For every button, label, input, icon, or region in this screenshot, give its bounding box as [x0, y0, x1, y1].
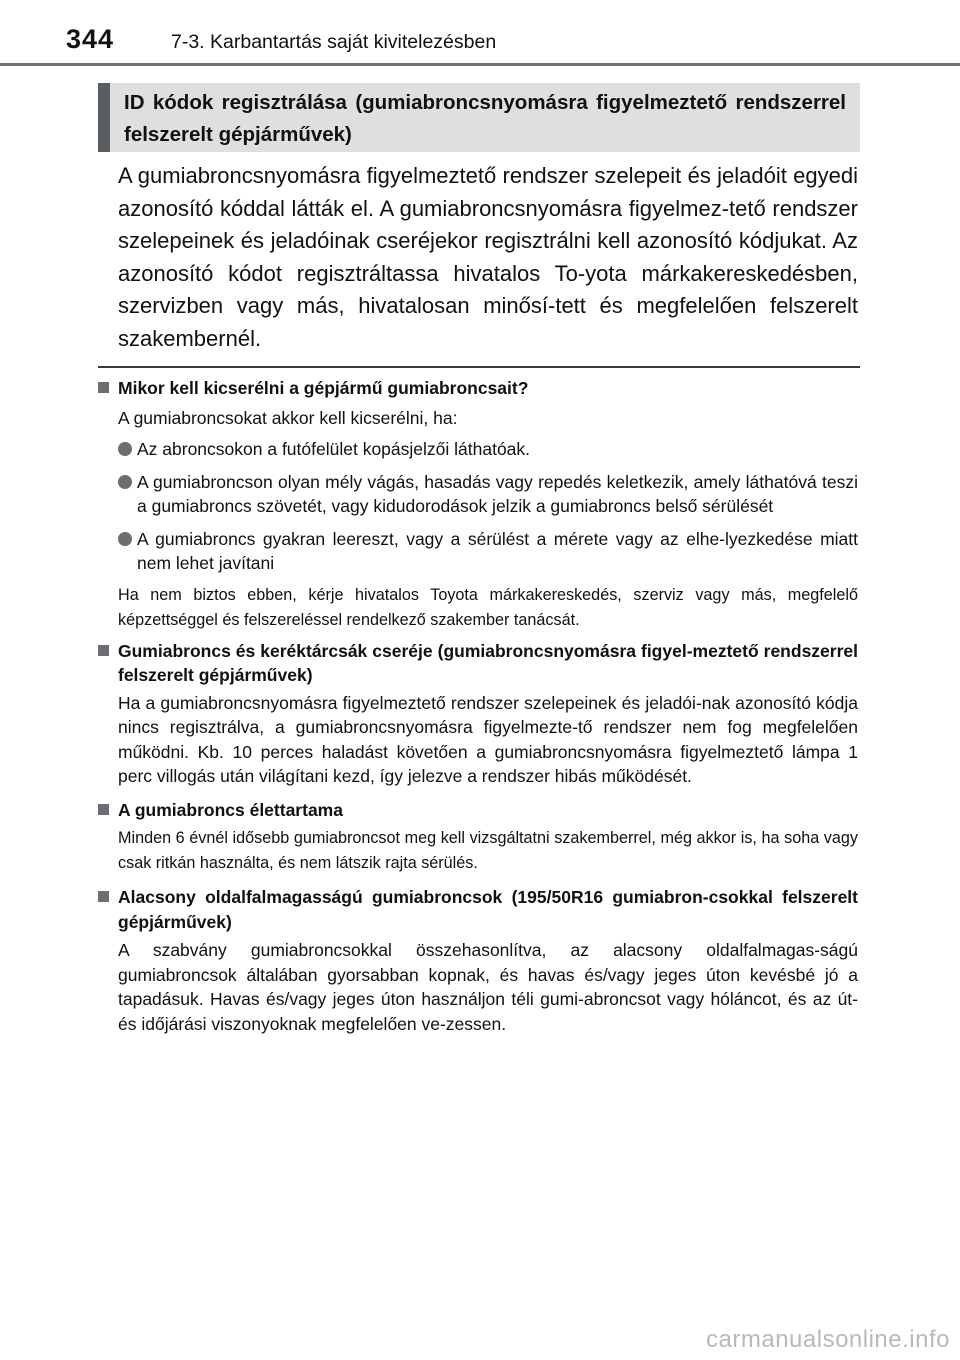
- list-item-text: A gumiabroncs gyakran leereszt, vagy a sérülést a mérete vagy az elhe-lyezkedése miatt nem lehet javítani: [137, 528, 858, 573]
- section-body: Ha a gumiabroncsnyomásra figyelmeztető rendszer szelepeinek és jeladói-nak azonosító kódja nincs regisztrálva, a gumiabroncsnyomásra figyelmezte-tő rendszer nem fog megfelelően működni. Kb. 10 perces haladást követően a gumiabroncsnyomásra figyelmeztető lámpa 1 perc villogás után világítani kezd, így jelezve a rendszer hibás működését.: [118, 692, 858, 786]
- list-item: [98, 437, 858, 462]
- square-bullet-icon: [98, 382, 109, 393]
- section-heading-text: A gumiabroncs élettartama: [118, 799, 343, 820]
- section-heading-text: Alacsony oldalfalmagasságú gumiabroncsok (195/50R16 gumiabron-csokkal felszerelt gépjárművek): [118, 887, 858, 932]
- page-number: 344: [66, 24, 115, 54]
- round-bullet-icon: [118, 532, 132, 546]
- section-heading: [98, 885, 858, 934]
- list-item-text: A gumiabroncson olyan mély vágás, hasadás vagy repedés keletkezik, amely láthatóvá teszi a gumiabroncs szövetét, vagy kidudorodások jelzik a gumiabroncs belső sérülését: [137, 471, 858, 516]
- section-title: ID kódok regisztrálása (gumiabroncsnyomásra figyelmeztető rendszerrel felszerelt gépjárművek): [124, 91, 846, 146]
- section-title-box: [98, 83, 860, 152]
- square-bullet-icon: [98, 645, 109, 656]
- watermark: carmanualsonline.info: [706, 1326, 950, 1353]
- square-bullet-icon: [98, 804, 109, 815]
- list-item: [98, 527, 858, 576]
- list-item-text: Az abroncsokon a futófelület kopásjelzői láthatóak.: [137, 439, 531, 459]
- intro-paragraph: A gumiabroncsnyomásra figyelmeztető rendszer szelepeit és jeladóit egyedi azonosító kóddal látták el. A gumiabroncsnyomásra figyelmez-tető rendszer szelepeinek és jeladóinak cseréjekor regisztrálni kell azonosító kódjukat. Az azonosító kódot regisztráltassa hivatalos To-yota márkakereskedésben, szervizben vagy más, hivatalosan minősí-tett és megfelelően felszerelt szakembernél.: [118, 163, 858, 351]
- section-lead: A gumiabroncsokat akkor kell kicserélni, ha:: [118, 407, 458, 428]
- section-heading-text: Gumiabroncs és keréktárcsák cseréje (gumiabroncsnyomásra figyel-meztető rendszerrel felszerelt gépjárművek): [118, 640, 858, 685]
- header-divider: [0, 63, 960, 66]
- content-divider: [98, 366, 860, 368]
- content-body: [98, 374, 858, 1036]
- chapter-title: 7-3. Karbantartás saját kivitelezésben: [171, 31, 497, 53]
- section-heading-text: Mikor kell kicserélni a gépjármű gumiabroncsait?: [118, 378, 529, 398]
- square-bullet-icon: [98, 891, 109, 902]
- section-note: Ha nem biztos ebben, kérje hivatalos Toyota márkakereskedés, szerviz vagy más, megfelelő képzettséggel és felszereléssel rendelkező szakember tanácsát.: [118, 585, 858, 629]
- section-heading: [98, 639, 858, 688]
- list-item: [98, 470, 858, 519]
- round-bullet-icon: [118, 442, 132, 456]
- section-body: Minden 6 évnél idősebb gumiabroncsot meg kell vizsgáltatni szakemberrel, még akkor is, ha soha vagy csak ritkán használta, és nem látszik rajta sérülés.: [118, 829, 858, 872]
- section-body: A szabvány gumiabroncsokkal összehasonlítva, az alacsony oldalfalmagas-ságú gumiabroncsok általában gyorsabban kopnak, és havas és/vagy jeges úton kevésbé jó a tapadásuk. Havas és/vagy jeges úton használjon téli gumi-abroncsot vagy hóláncot, és az út- és időjárási viszonyoknak megfelelően ve-zessen.: [118, 940, 858, 1034]
- round-bullet-icon: [118, 475, 132, 489]
- section-wheel-replacement: [98, 639, 858, 789]
- section-heading: [98, 798, 858, 823]
- page-header: [0, 0, 960, 68]
- section-tire-lifespan: [98, 798, 858, 877]
- section-heading: [98, 376, 858, 401]
- section-low-profile-tires: [98, 885, 858, 1036]
- section-tire-replacement-when: [98, 376, 858, 633]
